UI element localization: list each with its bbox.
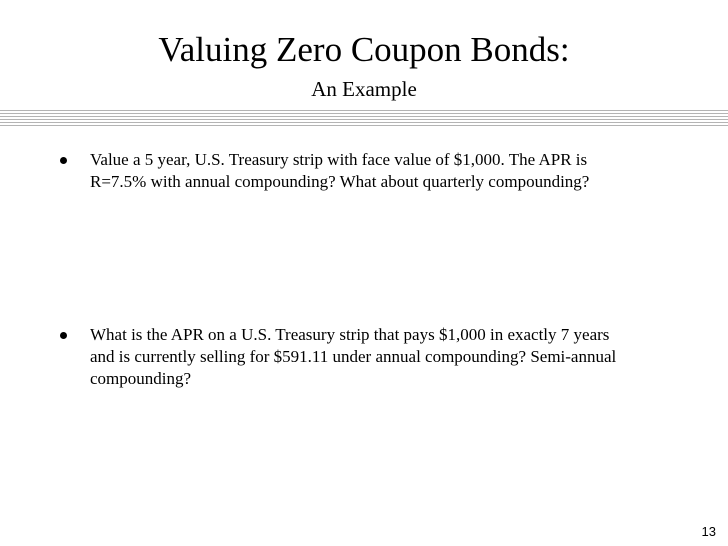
bullet-1-line-1: Value a 5 year, U.S. Treasury strip with face value of $1,000. The APR is [90,150,588,169]
slide-title: Valuing Zero Coupon Bonds: [158,30,570,69]
bullet-2-line-2: and is currently selling for $591.11 under annual compounding? Semi-annual [90,347,617,366]
bullet-2-line-1: What is the APR on a U.S. Treasury strip that pays $1,000 in exactly 7 years [90,325,610,344]
bullet-1-line-2: R=7.5% with annual compounding? What about quarterly compounding? [90,172,590,191]
page-number: 13 [701,524,716,539]
bullet-text-1 [90,149,690,193]
bullet-dot-icon [60,332,67,339]
decorative-rule-band [0,110,728,127]
bullet-2-line-3: compounding? [90,369,192,388]
bullet-dot-icon [60,157,67,164]
bullet-text-2 [90,324,690,390]
slide-subtitle: An Example [311,77,417,101]
